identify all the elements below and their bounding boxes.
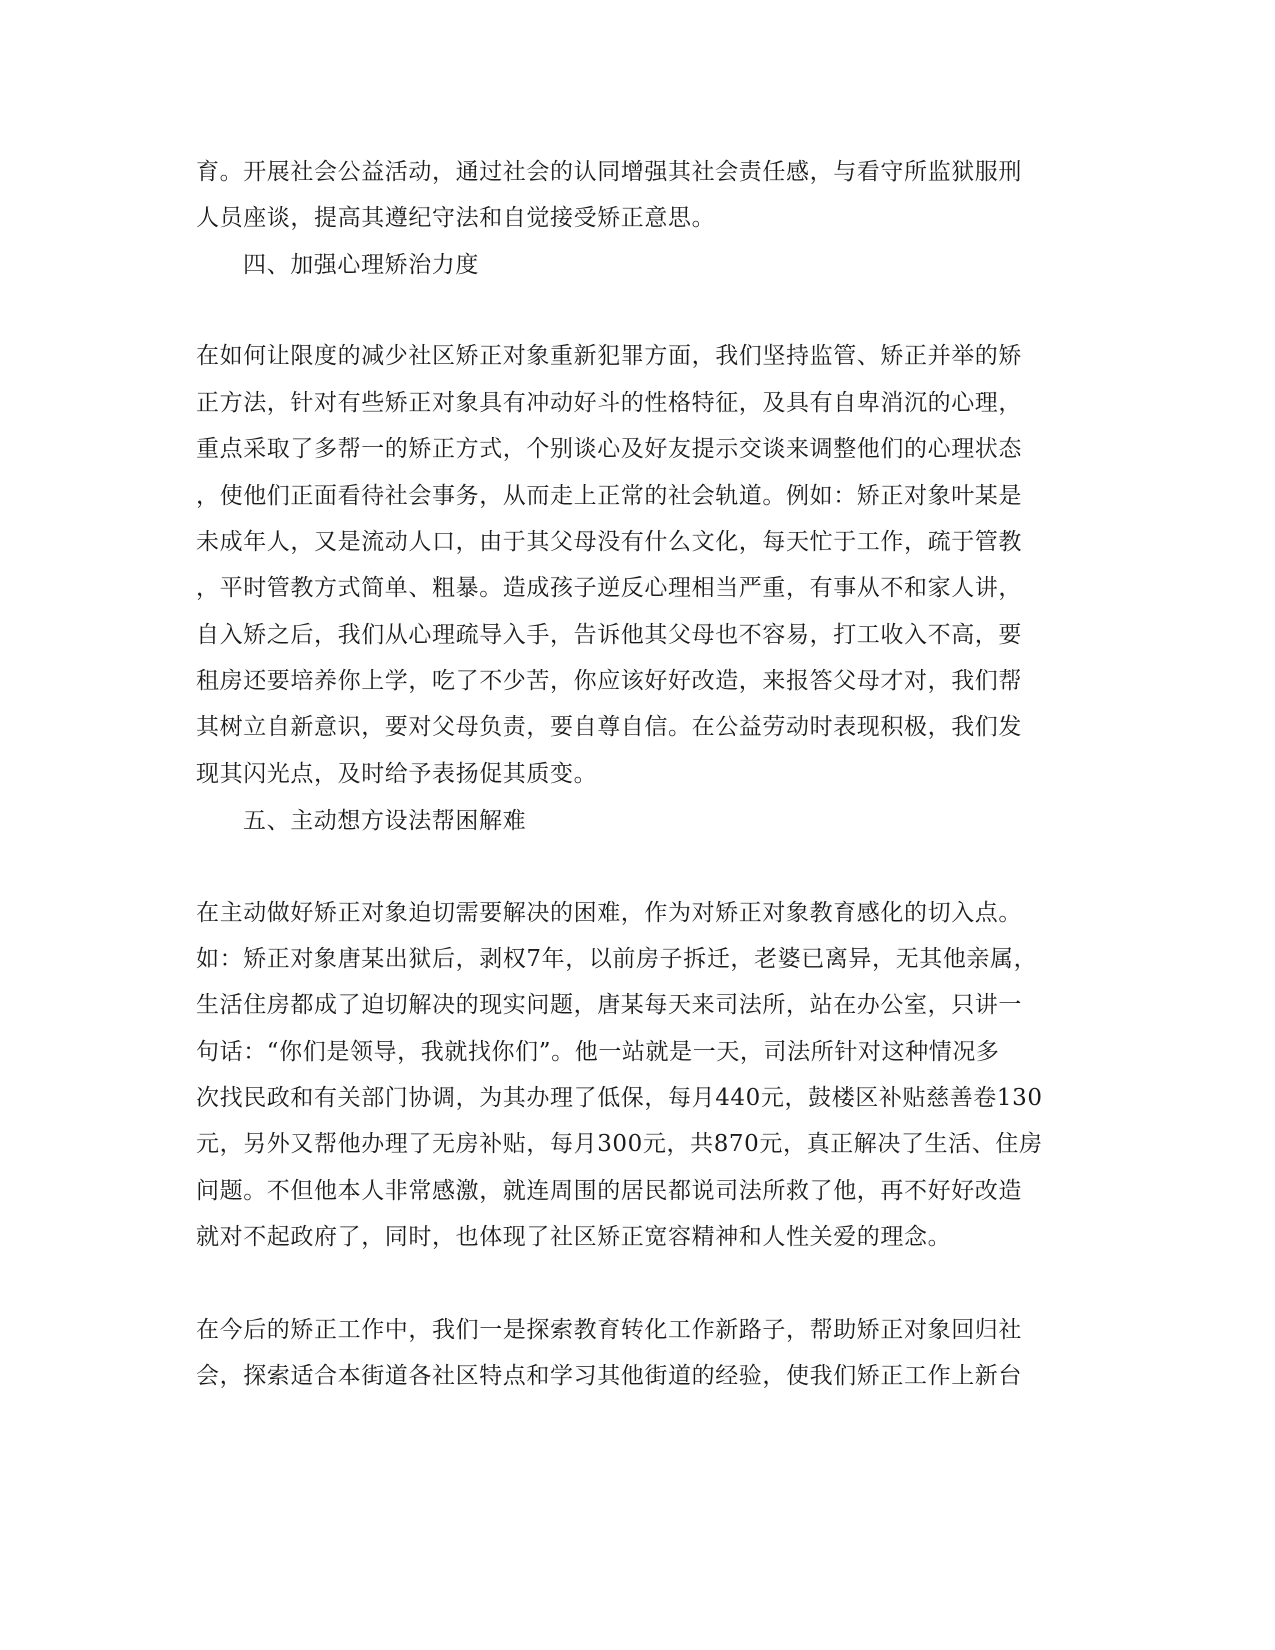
text-line: 重点采取了多帮一的矫正方式，个别谈心及好友提示交谈来调整他们的心理状态: [196, 436, 1022, 462]
text-line: 现其闪光点，及时给予表扬促其质变。: [196, 761, 598, 787]
text-line: 自入矫之后，我们从心理疏导入手，告诉他其父母也不容易，打工收入不高，要: [196, 622, 1022, 648]
text-line: 会，探索适合本街道各社区特点和学习其他街道的经验，使我们矫正工作上新台: [196, 1363, 1022, 1389]
text-line: 元，另外又帮他办理了无房补贴，每月300元，共870元，真正解决了生活、住房: [196, 1131, 1043, 1157]
text-line: 次找民政和有关部门协调，为其办理了低保，每月440元，鼓楼区补贴慈善卷130: [196, 1085, 1043, 1111]
text-line: ，使他们正面看待社会事务，从而走上正常的社会轨道。例如：矫正对象叶某是: [196, 483, 1022, 509]
text-line: 在主动做好矫正对象迫切需要解决的困难，作为对矫正对象教育感化的切入点。: [196, 900, 1022, 926]
section-heading: 五、主动想方设法帮困解难: [243, 808, 527, 834]
text-line: 育。开展社会公益活动，通过社会的认同增强其社会责任感，与看守所监狱服刑: [196, 159, 1022, 185]
section-heading: 四、加强心理矫治力度: [243, 252, 479, 278]
text-line: 未成年人，又是流动人口，由于其父母没有什么文化，每天忙于工作，疏于管教: [196, 529, 1022, 555]
text-line: 人员座谈，提高其遵纪守法和自觉接受矫正意思。: [196, 205, 716, 231]
text-line: 句话：“你们是领导，我就找你们”。他一站就是一天，司法所针对这种情况多: [196, 1039, 1000, 1065]
text-line: 租房还要培养你上学，吃了不少苦，你应该好好改造，来报答父母才对，我们帮: [196, 668, 1022, 694]
text-line: 生活住房都成了迫切解决的现实问题，唐某每天来司法所，站在办公室，只讲一: [196, 992, 1022, 1018]
text-line: 问题。不但他本人非常感激，就连周围的居民都说司法所救了他，再不好好改造: [196, 1178, 1022, 1204]
text-line: 如：矫正对象唐某出狱后，剥权7年，以前房子拆迁，老婆已离异，无其他亲属，: [196, 946, 1038, 972]
text-line: ，平时管教方式简单、粗暴。造成孩子逆反心理相当严重，有事从不和家人讲，: [196, 575, 1022, 601]
text-line: 正方法，针对有些矫正对象具有冲动好斗的性格特征，及具有自卑消沉的心理，: [196, 390, 1022, 416]
text-line: 其树立自新意识，要对父母负责，要自尊自信。在公益劳动时表现积极，我们发: [196, 714, 1022, 740]
text-line: 在如何让限度的减少社区矫正对象重新犯罪方面，我们坚持监管、矫正并举的矫: [196, 343, 1022, 369]
text-line: 就对不起政府了，同时，也体现了社区矫正宽容精神和人性关爱的理念。: [196, 1224, 952, 1250]
text-line: 在今后的矫正工作中，我们一是探索教育转化工作新路子，帮助矫正对象回归社: [196, 1317, 1022, 1343]
